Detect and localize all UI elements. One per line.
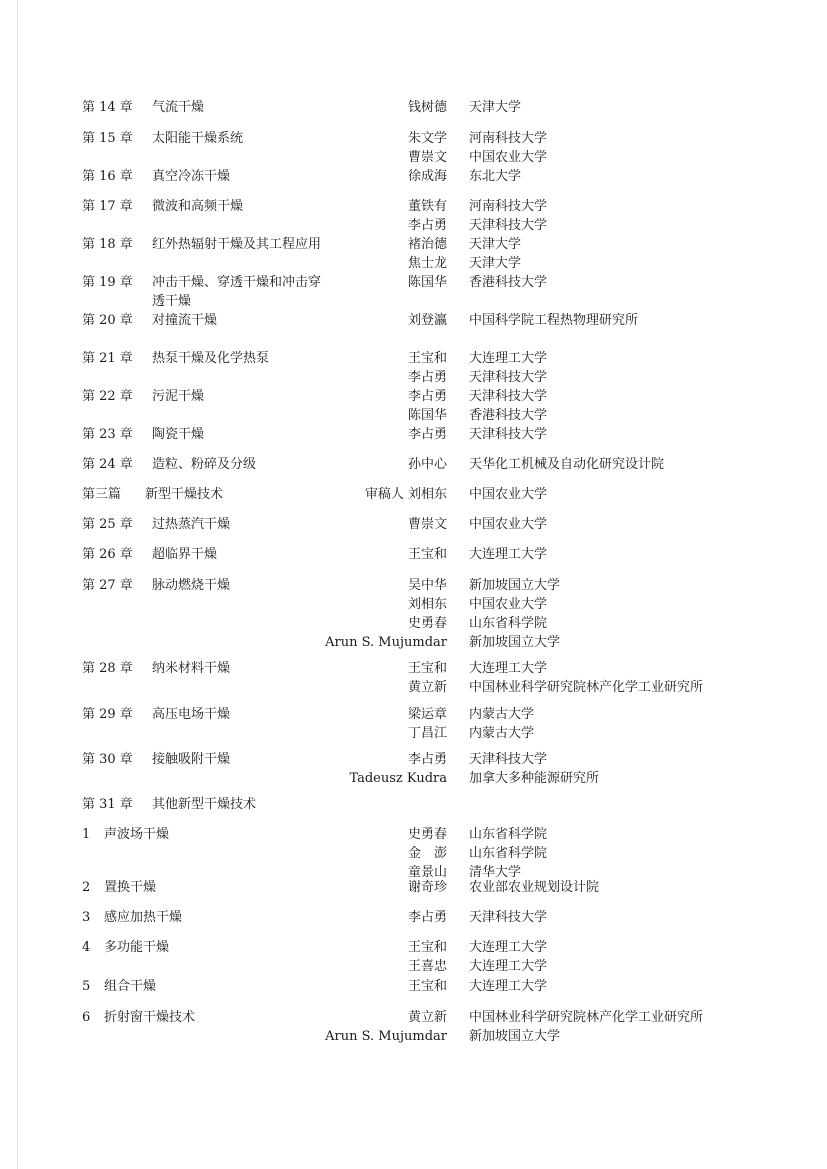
author-affiliation: 天津科技大学	[469, 389, 548, 404]
author-affiliation: 天津科技大学	[469, 370, 548, 385]
author-affiliation: 香港科技大学	[469, 275, 548, 290]
chapter-title: 声波场干燥	[104, 827, 170, 842]
author-affiliation: 天津科技大学	[469, 910, 548, 925]
author-name: 童景山	[407, 865, 447, 880]
author-name: Tadeusz Kudra	[349, 771, 447, 786]
chapter-number: 第 14 章	[82, 100, 133, 115]
author-affiliations	[469, 98, 521, 117]
author-names	[320, 311, 447, 330]
author-name: 李占勇	[407, 218, 447, 233]
chapter-title: 热泵干燥及化学热泵	[152, 351, 270, 366]
author-names	[320, 235, 447, 273]
author-name: 李占勇	[407, 752, 447, 767]
author-affiliation: 中国农业大学	[469, 597, 548, 612]
chapter-number: 第 25 章	[82, 517, 133, 532]
author-affiliations	[469, 545, 547, 564]
author-affiliation: 天津大学	[469, 256, 522, 271]
author-name: 董铁有	[407, 199, 447, 214]
author-affiliation: 东北大学	[469, 169, 522, 184]
author-affiliation: 内蒙古大学	[469, 726, 535, 741]
author-name: 钱树德	[407, 100, 447, 115]
author-name: 史勇春	[407, 827, 447, 842]
author-affiliations	[469, 129, 547, 167]
author-affiliations	[469, 576, 560, 652]
author-affiliation: 加拿大多种能源研究所	[469, 771, 600, 786]
author-name: 褚治德	[407, 237, 447, 252]
author-affiliations	[469, 425, 547, 444]
author-names	[320, 977, 447, 996]
author-affiliations	[469, 349, 547, 387]
author-affiliation: 新加坡国立大学	[469, 635, 561, 650]
author-affiliations	[469, 197, 547, 235]
author-name: 陈国华	[407, 275, 447, 290]
chapter-title: 真空冷冻干燥	[152, 169, 231, 184]
author-affiliation: 河南科技大学	[469, 131, 548, 146]
author-affiliation: 大连理工大学	[469, 940, 548, 955]
chapter-title: 微波和高频干燥	[152, 199, 244, 214]
author-affiliations	[469, 311, 638, 330]
chapter-number: 第三篇	[82, 487, 122, 502]
chapter-title: 折射窗干燥技术	[104, 1010, 196, 1025]
author-affiliation: 内蒙古大学	[469, 707, 535, 722]
chapter-number: 第 18 章	[82, 237, 133, 252]
author-affiliations	[469, 387, 547, 425]
author-name: Arun S. Mujumdar	[325, 635, 447, 650]
chapter-title: 污泥干燥	[152, 389, 205, 404]
chapter-number: 第 15 章	[82, 131, 133, 146]
author-name: 金 澎	[407, 846, 447, 861]
author-affiliations	[469, 750, 599, 788]
author-affiliation: 山东省科学院	[469, 616, 548, 631]
author-names	[320, 576, 447, 652]
chapter-number: 第 20 章	[82, 313, 133, 328]
chapter-number: 第 31 章	[82, 797, 133, 812]
author-affiliation: 香港科技大学	[469, 408, 548, 423]
chapter-number: 第 26 章	[82, 547, 133, 562]
chapter-title: 新型干燥技术	[145, 487, 224, 502]
author-name: 谢奇珍	[407, 880, 447, 895]
chapter-title: 对撞流干燥	[152, 313, 218, 328]
chapter-title: 超临界干燥	[152, 547, 218, 562]
author-affiliations	[469, 273, 547, 292]
author-names	[320, 878, 447, 897]
author-name: 王宝和	[407, 979, 447, 994]
author-affiliation: 清华大学	[469, 865, 522, 880]
chapter-title: 太阳能干燥系统	[152, 131, 244, 146]
author-name: 焦士龙	[407, 256, 447, 271]
author-affiliation: 大连理工大学	[469, 979, 548, 994]
author-affiliation: 大连理工大学	[469, 661, 548, 676]
chapter-title: 接触吸附干燥	[152, 752, 231, 767]
author-name: 刘登瀛	[407, 313, 447, 328]
section-number: 4	[82, 940, 91, 955]
author-name: 王宝和	[407, 661, 447, 676]
author-name: 王宝和	[407, 547, 447, 562]
author-names	[320, 129, 447, 167]
author-affiliation: 天津科技大学	[469, 752, 548, 767]
chapter-title: 冲击干燥、穿透干燥和冲击穿透干燥	[152, 275, 322, 309]
chapter-title: 造粒、粉碎及分级	[152, 457, 257, 472]
author-affiliation: 山东省科学院	[469, 846, 548, 861]
chapter-title: 过热蒸汽干燥	[152, 517, 231, 532]
author-affiliation: 天津科技大学	[469, 427, 548, 442]
chapter-number: 第 16 章	[82, 169, 133, 184]
author-name: 刘相东	[407, 597, 447, 612]
author-name: 吴中华	[407, 578, 447, 593]
author-name: 王喜忠	[407, 959, 447, 974]
chapter-number: 第 19 章	[82, 275, 133, 290]
author-affiliations	[469, 977, 547, 996]
author-names	[320, 705, 447, 743]
chapter-title: 纳米材料干燥	[152, 661, 231, 676]
author-name: 史勇春	[407, 616, 447, 631]
author-affiliations	[469, 908, 547, 927]
chapter-title: 脉动燃烧干燥	[152, 578, 231, 593]
chapter-number: 第 27 章	[82, 578, 133, 593]
chapter-title: 组合干燥	[104, 979, 157, 994]
author-names	[320, 659, 447, 697]
chapter-title: 陶瓷干燥	[152, 427, 205, 442]
author-affiliation: 山东省科学院	[469, 827, 548, 842]
author-name: 梁运章	[407, 707, 447, 722]
chapter-number: 第 28 章	[82, 661, 133, 676]
author-affiliation: 中国农业大学	[469, 517, 548, 532]
author-affiliations	[469, 485, 547, 504]
author-affiliations	[469, 515, 547, 534]
author-names	[320, 750, 447, 788]
chapter-title: 红外热辐射干燥及其工程应用	[152, 237, 322, 252]
author-names	[320, 197, 447, 235]
author-affiliation: 大连理工大学	[469, 351, 548, 366]
section-number: 5	[82, 979, 91, 994]
author-affiliation: 天华化工机械及自动化研究设计院	[469, 457, 665, 472]
author-names	[320, 1008, 447, 1046]
author-names	[320, 349, 447, 387]
chapter-number: 第 23 章	[82, 427, 133, 442]
chapter-title: 气流干燥	[152, 100, 205, 115]
author-name: 李占勇	[407, 427, 447, 442]
author-name: 审稿人 刘相东	[364, 487, 447, 502]
author-name: 陈国华	[407, 408, 447, 423]
author-name: 黄立新	[407, 680, 447, 695]
author-name: 李占勇	[407, 389, 447, 404]
chapter-number: 第 24 章	[82, 457, 133, 472]
chapter-title: 高压电场干燥	[152, 707, 231, 722]
author-affiliations	[469, 455, 664, 474]
author-affiliation: 新加坡国立大学	[469, 1029, 561, 1044]
author-name: 曹崇文	[407, 517, 447, 532]
section-number: 2	[82, 880, 91, 895]
author-affiliation: 天津大学	[469, 237, 522, 252]
chapter-number: 第 21 章	[82, 351, 133, 366]
chapter-title: 感应加热干燥	[104, 910, 183, 925]
author-name: 孙中心	[407, 457, 447, 472]
author-affiliations	[469, 1008, 703, 1046]
author-affiliations	[469, 659, 703, 697]
chapter-number: 第 22 章	[82, 389, 133, 404]
author-affiliations	[469, 235, 521, 273]
author-name: 黄立新	[407, 1010, 447, 1025]
chapter-number: 第 30 章	[82, 752, 133, 767]
author-affiliation: 中国农业大学	[469, 487, 548, 502]
author-affiliation: 中国林业科学研究院林产化学工业研究所	[469, 680, 704, 695]
chapter-number: 第 17 章	[82, 199, 133, 214]
author-affiliation: 河南科技大学	[469, 199, 548, 214]
author-names	[320, 167, 447, 186]
author-affiliations	[469, 167, 521, 186]
author-names	[320, 825, 447, 882]
chapter-title: 多功能干燥	[104, 940, 170, 955]
author-name: 王宝和	[407, 940, 447, 955]
author-name: 曹崇文	[407, 150, 447, 165]
author-name: 李占勇	[407, 370, 447, 385]
author-names	[320, 485, 447, 504]
chapter-title: 置换干燥	[104, 880, 157, 895]
author-names	[320, 938, 447, 976]
author-affiliations	[469, 878, 599, 897]
author-names	[320, 545, 447, 564]
author-affiliation: 中国农业大学	[469, 150, 548, 165]
author-names	[320, 425, 447, 444]
author-name: 徐成海	[407, 169, 447, 184]
author-affiliation: 农业部农业规划设计院	[469, 880, 600, 895]
author-affiliation: 大连理工大学	[469, 547, 548, 562]
author-name: Arun S. Mujumdar	[325, 1029, 447, 1044]
section-number: 6	[82, 1010, 91, 1025]
author-affiliation: 天津科技大学	[469, 218, 548, 233]
author-names	[320, 273, 447, 292]
author-affiliation: 中国林业科学研究院林产化学工业研究所	[469, 1010, 704, 1025]
author-affiliations	[469, 938, 547, 976]
author-names	[320, 908, 447, 927]
chapter-title: 其他新型干燥技术	[152, 797, 257, 812]
author-name: 丁昌江	[407, 726, 447, 741]
author-name: 朱文学	[407, 131, 447, 146]
author-affiliation: 天津大学	[469, 100, 522, 115]
author-affiliation: 大连理工大学	[469, 959, 548, 974]
author-affiliations	[469, 705, 534, 743]
author-name: 李占勇	[407, 910, 447, 925]
author-names	[320, 387, 447, 425]
chapter-number: 第 29 章	[82, 707, 133, 722]
author-names	[320, 455, 447, 474]
author-affiliations	[469, 825, 547, 882]
author-affiliation: 新加坡国立大学	[469, 578, 561, 593]
author-names	[320, 515, 447, 534]
section-number: 1	[82, 827, 91, 842]
section-number: 3	[82, 910, 91, 925]
author-affiliation: 中国科学院工程热物理研究所	[469, 313, 639, 328]
author-name: 王宝和	[407, 351, 447, 366]
author-names	[320, 98, 447, 117]
